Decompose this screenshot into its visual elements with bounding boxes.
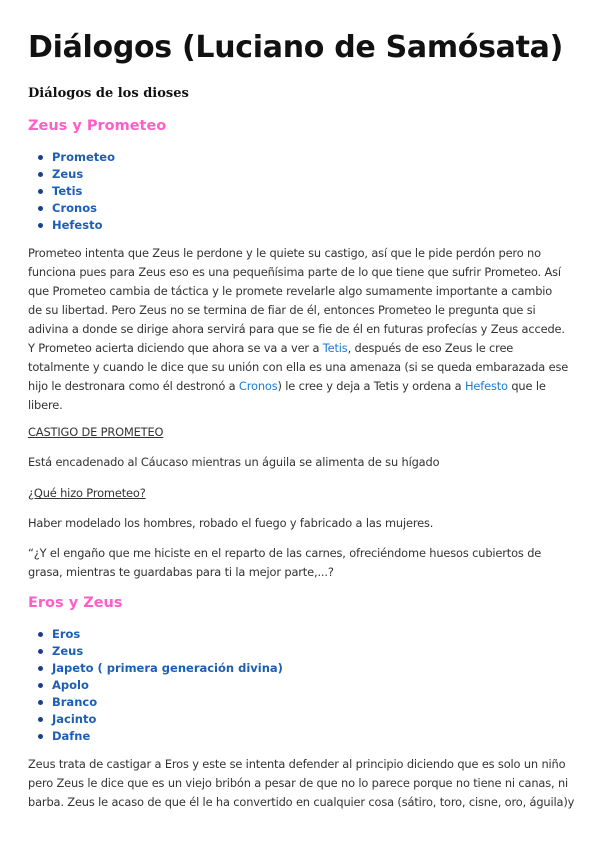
bullet-icon <box>38 155 43 160</box>
summary-eros-zeus: Zeus trata de castigar a Eros y este se intenta defender al principio diciendo que es solo un niño pero Zeus le dice que es un viejo bribón a pesar de que no lo parece porque no tiene ni canas, ni barba. Zeus le acaso de que él le ha convertido en cualquier cosa (sátiro, toro, cisne, oro, águila)y <box>28 757 575 809</box>
character-link-jacinto[interactable]: Jacinto <box>28 711 283 728</box>
bullet-icon <box>38 700 43 705</box>
section-title-zeus-prometeo: Zeus y Prometeo <box>28 118 167 134</box>
inline-link-hefesto[interactable]: Hefesto <box>464 379 508 393</box>
character-link-hefesto[interactable]: Hefesto <box>28 217 115 234</box>
quote-text: “¿Y el engaño que me hiciste en el reparto de las carnes, ofreciéndome huesos cubiertos de grasa, mientras te guardabas para ti la mejor parte,...? <box>28 546 542 579</box>
character-link-eros[interactable]: Eros <box>28 626 283 643</box>
bullet-icon <box>38 734 43 739</box>
bullet-icon <box>38 632 43 637</box>
bullet-icon <box>38 649 43 654</box>
bullet-icon <box>38 717 43 722</box>
bullet-icon <box>38 666 43 671</box>
castigo-text: Está encadenado al Cáucaso mientras un águila se alimenta de su hígado <box>28 455 440 469</box>
character-link-tetis[interactable]: Tetis <box>28 183 115 200</box>
character-list-eros-zeus <box>28 626 283 745</box>
character-link-zeus[interactable]: Zeus <box>28 643 283 660</box>
castigo-heading: CASTIGO DE PROMETEO <box>28 425 164 439</box>
character-link-apolo[interactable]: Apolo <box>28 677 283 694</box>
bullet-icon <box>38 683 43 688</box>
inline-link-tetis[interactable]: Tetis <box>322 341 348 355</box>
bullet-icon <box>38 189 43 194</box>
bullet-icon <box>38 172 43 177</box>
inline-link-cronos[interactable]: Cronos <box>238 379 278 393</box>
character-link-dafne[interactable]: Dafne <box>28 728 283 745</box>
answer-text: Haber modelado los hombres, robado el fuego y fabricado a las mujeres. <box>28 516 434 530</box>
subtitle: Diálogos de los dioses <box>28 86 189 101</box>
character-link-branco[interactable]: Branco <box>28 694 283 711</box>
section-title-eros-zeus: Eros y Zeus <box>28 595 123 611</box>
question-heading: ¿Qué hizo Prometeo? <box>28 486 146 500</box>
character-link-zeus[interactable]: Zeus <box>28 166 115 183</box>
character-list-zeus-prometeo <box>28 149 115 234</box>
summary-zeus-prometeo: Prometeo intenta que Zeus le perdone y le quiete su castigo, así que le pide perdón pero no funciona pues para Zeus eso es una pequeñísima parte de lo que tiene que sufrir Prometeo. Así que Prometeo cambia de táctica y le promete revelarle algo sumamente importante a cambio de su libertad. Pero Zeus no se termina de fiar de él, entonces Prometeo le pregunta que si adivina a donde se dirige ahora servirá para que se fie de él en futuras profecías y Zeus accede. Y Prometeo acierta diciendo que ahora se va a ver a Tetis, después de eso Zeus le cree totalmente y cuando le dice que su unión con ella es una amenaza (si se queda embarazada ese hijo le destronara como él destronó a Cronos) le cree y deja a Tetis y ordena a Hefesto que le libere. <box>28 246 569 412</box>
character-link-japeto[interactable]: Japeto ( primera generación divina) <box>28 660 283 677</box>
character-link-prometeo[interactable]: Prometeo <box>28 149 115 166</box>
page-title: Diálogos (Luciano de Samósata) <box>28 30 563 65</box>
character-link-cronos[interactable]: Cronos <box>28 200 115 217</box>
bullet-icon <box>38 223 43 228</box>
bullet-icon <box>38 206 43 211</box>
